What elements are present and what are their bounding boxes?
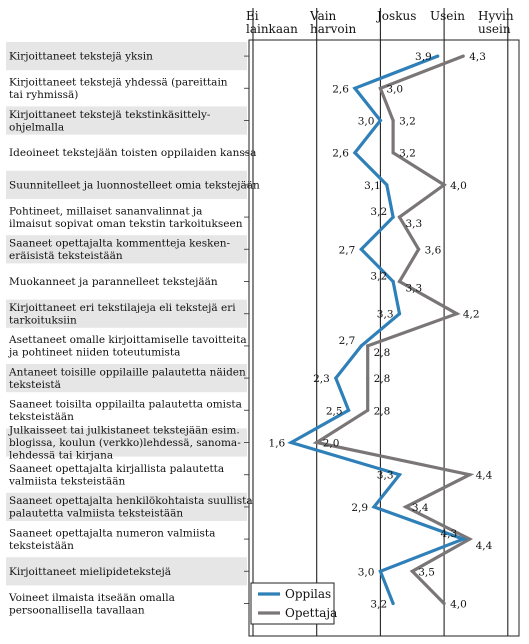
data-label-opettaja: 4,4	[475, 540, 493, 553]
data-point-oppilas	[334, 377, 337, 380]
category-label: Kirjoittaneet mielipidetekstejä	[9, 565, 171, 578]
data-label-opettaja: 4,2	[462, 308, 480, 321]
data-label-opettaja: 3,6	[424, 244, 442, 257]
category-label: Saaneet toisilta oppilailta palautetta omista teksteistään	[9, 398, 242, 424]
data-label-oppilas: 3,9	[415, 51, 432, 64]
data-point-oppilas	[436, 55, 439, 58]
data-label-opettaja: 3,2	[399, 115, 416, 128]
data-label-opettaja: 2,8	[373, 405, 391, 418]
data-label-oppilas: 3,0	[357, 566, 375, 579]
data-point-opettaja	[468, 538, 471, 541]
data-label-oppilas: 3,3	[376, 469, 394, 482]
data-label-oppilas: 2,7	[338, 244, 356, 257]
data-label-opettaja: 3,5	[418, 566, 435, 579]
data-label-opettaja: 2,8	[373, 373, 391, 386]
data-point-opettaja	[404, 505, 407, 508]
data-label-oppilas: 3,2	[370, 206, 388, 219]
scale-label: Vain harvoin	[310, 9, 357, 36]
legend-group	[251, 583, 337, 624]
data-label-opettaja: 3,0	[386, 83, 404, 96]
data-point-oppilas	[290, 441, 293, 444]
data-label-oppilas: 2,9	[351, 501, 369, 514]
data-label-opettaja: 3,4	[411, 501, 429, 514]
data-point-opettaja	[366, 409, 369, 412]
data-label-oppilas: 3,0	[357, 115, 375, 128]
data-point-oppilas	[398, 473, 401, 476]
category-label: Saaneet opettajalta kirjallista palautetta valmiista teksteistään	[9, 462, 225, 488]
data-point-oppilas	[372, 505, 375, 508]
data-label-opettaja: 4,3	[469, 51, 486, 64]
data-point-opettaja	[315, 441, 318, 444]
data-label-oppilas: 2,5	[325, 405, 343, 418]
category-label: Kirjoittaneet tekstejä yhdessä (pareittain tai ryhmissä)	[9, 76, 228, 102]
data-point-opettaja	[443, 602, 446, 605]
data-label-oppilas: 2,3	[313, 373, 330, 386]
data-label-oppilas: 3,2	[370, 598, 388, 611]
data-point-opettaja	[411, 570, 414, 573]
category-label: Kirjoittaneet tekstejä tekstinkäsittely-ohjelmalla	[9, 108, 211, 134]
data-point-oppilas	[360, 344, 363, 347]
data-point-opettaja	[398, 280, 401, 283]
data-point-oppilas	[379, 119, 382, 122]
series-line-opettaja	[317, 56, 470, 603]
data-point-oppilas	[347, 409, 350, 412]
data-point-opettaja	[417, 248, 420, 251]
data-label-oppilas: 4,3	[440, 528, 458, 541]
data-label-opettaja: 3,3	[405, 218, 423, 231]
scale-label: Usein	[430, 9, 465, 23]
data-label-opettaja: 4,0	[450, 598, 467, 611]
category-label: Saaneet opettajalta henkilökohtaista suullista palautetta valmiista teksteistään	[9, 495, 253, 520]
scale-label: Hyvin usein	[478, 9, 514, 36]
legend-label-opettaja: Opettaja	[285, 606, 338, 620]
data-point-oppilas	[360, 248, 363, 251]
category-label: Pohtineet, millaiset sananvalinnat ja ilmaisut sopivat oman tekstin tarkoitukseen	[9, 205, 243, 230]
category-label: Voineet ilmaista itseään omalla persoonallisella tavallaan	[9, 591, 175, 617]
data-point-opettaja	[392, 151, 395, 154]
data-label-oppilas: 2,6	[332, 83, 349, 96]
data-point-oppilas	[385, 183, 388, 186]
data-point-opettaja	[443, 183, 446, 186]
data-point-oppilas	[392, 280, 395, 283]
data-label-opettaja: 3,2	[399, 147, 416, 160]
data-point-oppilas	[379, 570, 382, 573]
data-label-oppilas: 2,6	[332, 147, 349, 160]
data-label-oppilas: 3,3	[376, 308, 394, 321]
data-label-oppilas: 1,6	[268, 437, 286, 450]
data-point-opettaja	[379, 87, 382, 90]
category-label: Julkaisseet tai julkistaneet tekstejään esim. blogissa, koulun (verkko)lehdessä, sanoma-lehdessä tai kirjana	[9, 424, 241, 462]
data-label-oppilas: 3,2	[370, 270, 388, 283]
data-point-opettaja	[455, 312, 458, 315]
data-label-oppilas: 2,7	[338, 334, 356, 347]
data-point-oppilas	[392, 602, 395, 605]
scale-label: Joskus	[377, 9, 417, 23]
category-label: Antaneet toisille oppilaille palautetta näiden teksteistä	[9, 366, 246, 391]
category-label: Suunnitelleet ja luonnostelleet omia tekstejään	[9, 179, 260, 192]
data-label-oppilas: 3,1	[364, 179, 381, 192]
category-labels-group	[7, 51, 260, 617]
data-label-opettaja: 4,4	[475, 469, 493, 482]
legend-label-oppilas: Oppilas	[285, 587, 332, 601]
data-point-opettaja	[366, 344, 369, 347]
data-point-opettaja	[398, 216, 401, 219]
data-point-opettaja	[366, 377, 369, 380]
data-point-opettaja	[392, 119, 395, 122]
category-label: Kirjoittaneet eri tekstilajeja eli tekstejä eri tarkoituksiin	[9, 301, 236, 327]
data-point-oppilas	[353, 151, 356, 154]
category-label: Asettaneet omalle kirjoittamiselle tavoitteita ja pohtineet niiden toteutumista	[9, 334, 247, 359]
data-point-oppilas	[398, 312, 401, 315]
data-point-oppilas	[462, 538, 465, 541]
data-label-opettaja: 2,8	[373, 346, 391, 359]
category-label: Saaneet opettajalta numeron valmiista teksteistään	[9, 527, 216, 552]
data-point-opettaja	[462, 55, 465, 58]
category-label: Muokanneet ja parannelleet tekstejään	[9, 276, 218, 288]
data-label-opettaja: 3,3	[405, 282, 423, 295]
data-label-opettaja: 2,0	[322, 437, 340, 450]
data-point-opettaja	[468, 473, 471, 476]
category-label: Saaneet opettajalta kommentteja kesken-eräisistä teksteistään	[9, 237, 231, 263]
category-label: Ideoineet tekstejään toisten oppilaiden kanssa	[9, 147, 257, 160]
data-label-opettaja: 4,0	[450, 179, 467, 192]
scale-label: Ei lainkaan	[246, 9, 298, 36]
category-label: Kirjoittaneet tekstejä yksin	[9, 50, 153, 63]
data-point-oppilas	[392, 216, 395, 219]
data-point-oppilas	[353, 87, 356, 90]
